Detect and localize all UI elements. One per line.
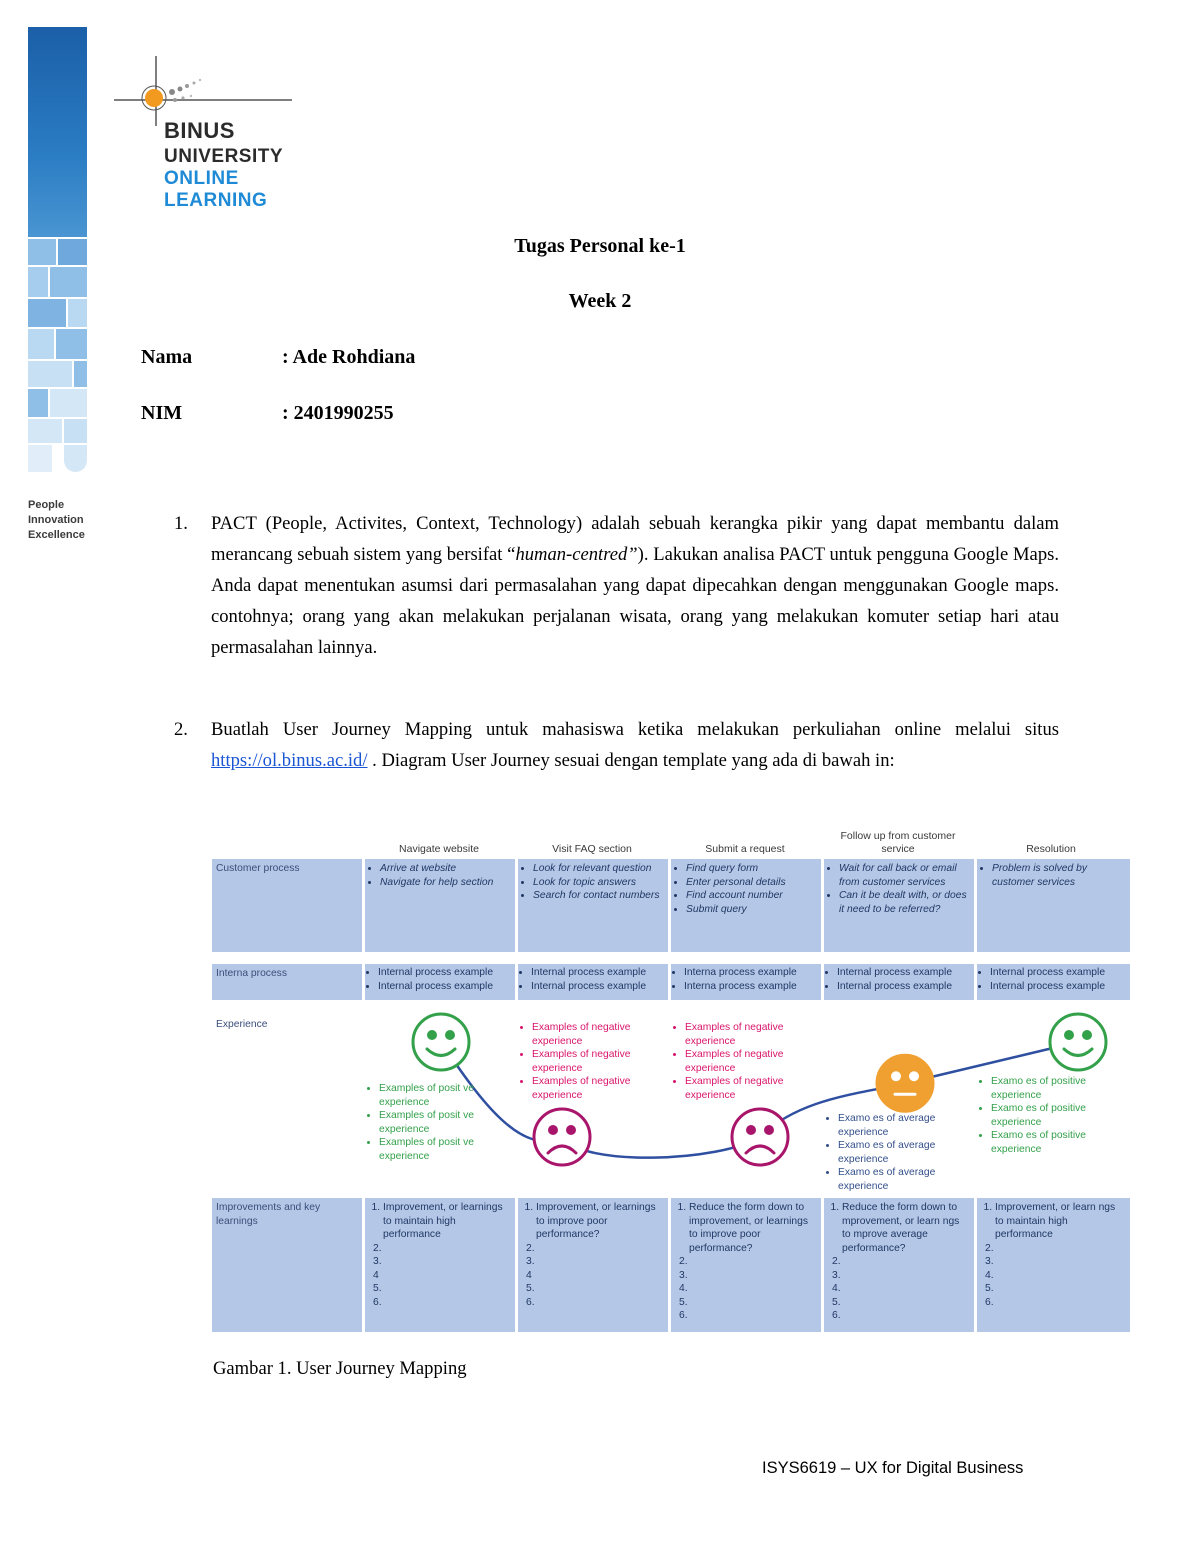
row-label-internal xyxy=(212,964,362,1000)
improve-num: 5. xyxy=(373,1283,382,1294)
improve-num: 5. xyxy=(679,1296,688,1308)
row-label-text: Customer process xyxy=(216,863,300,874)
improve-num: 4. xyxy=(679,1283,688,1294)
logo-text-binus: BINUS xyxy=(164,118,235,143)
sidebar-tile xyxy=(28,329,54,359)
question-1 xyxy=(174,508,1059,663)
question-number: 1. xyxy=(174,513,188,534)
experience-note: • Examo es of average experience xyxy=(838,1166,973,1193)
logo-text-university: UNIVERSITY xyxy=(164,146,284,167)
nim-value: : 2401990255 xyxy=(282,402,394,424)
experience-notes xyxy=(521,1021,667,1102)
customer-cell xyxy=(824,859,974,952)
improve-num: 5. xyxy=(985,1283,994,1294)
internal-cell xyxy=(824,964,974,1000)
improve-num: 2. xyxy=(373,1242,382,1254)
experience-note: • Examples of negative experience xyxy=(532,1075,667,1102)
name-label: Nama xyxy=(141,346,193,368)
sidebar-tile xyxy=(56,329,87,359)
customer-step: • Search for contact numbers xyxy=(533,889,664,903)
question-text: PACT (People, Activites, Context, Technology) adalah sebuah kerangka pikir yang dapat membantu dalam merancang sebuah sistem yang bersifat “ xyxy=(211,513,1059,565)
improve-num: 3. xyxy=(679,1269,688,1281)
improve-num: 2. xyxy=(985,1242,994,1254)
face-eye xyxy=(566,1125,576,1135)
sidebar-tile xyxy=(28,389,48,417)
internal-cell xyxy=(977,964,1130,1000)
improve-num: 4 xyxy=(373,1269,379,1281)
sidebar-tile xyxy=(28,361,72,387)
customer-cell xyxy=(671,859,821,952)
face-average-icon xyxy=(877,1055,933,1111)
improve-num: 3. xyxy=(832,1269,841,1281)
page-footer: ISYS6619 – UX for Digital Business xyxy=(762,1459,1024,1477)
experience-note: • Examo es of positive experience xyxy=(991,1102,1126,1129)
internal-step: • Internal process example xyxy=(990,980,1128,994)
customer-step: • Arrive at website xyxy=(380,862,511,876)
experience-note: • Examples of negative experience xyxy=(532,1048,667,1075)
experience-note: • Examples of negative experience xyxy=(532,1021,667,1048)
experience-note: • Examo es of average experience xyxy=(838,1112,973,1139)
customer-step: • Wait for call back or email from customer services xyxy=(839,862,970,889)
name-value: : Ade Rohdiana xyxy=(282,346,416,368)
internal-step: • Internal process example xyxy=(531,980,666,994)
tagline-line: People xyxy=(28,499,65,511)
face-outline xyxy=(1050,1014,1106,1070)
internal-step: • Interna process example xyxy=(684,966,819,980)
improve-num: 6. xyxy=(526,1296,535,1308)
improve-first: 1. Reduce the form down to improvement, or learnings to improve poor performance? xyxy=(689,1201,817,1255)
tagline-line: Excellence xyxy=(28,529,85,541)
question-2 xyxy=(174,714,1059,776)
improve-num: 2. xyxy=(526,1242,535,1254)
row-label-improve xyxy=(212,1198,362,1332)
sidebar-tile xyxy=(28,445,52,472)
face-negative-icon xyxy=(732,1109,788,1165)
improve-cell xyxy=(977,1198,1130,1332)
improve-num: 3. xyxy=(526,1256,535,1267)
improve-num: 3. xyxy=(985,1256,994,1267)
question-text: Buatlah User Journey Mapping untuk mahasiswa ketika melakukan perkuliahan online melalui situs xyxy=(211,719,1059,740)
customer-step: • Enter personal details xyxy=(686,876,817,890)
row-label-text: Improvements and key learnings xyxy=(216,1202,321,1227)
experience-note: • Examples of posit ve experience xyxy=(379,1109,514,1136)
internal-step: • Internal process example xyxy=(837,980,972,994)
improve-num: 4 xyxy=(526,1269,532,1281)
internal-step: • Internal process example xyxy=(378,980,513,994)
internal-step: • Internal process example xyxy=(531,966,666,980)
customer-step: • Find account number xyxy=(686,889,817,903)
experience-note: • Examo es of positive experience xyxy=(991,1129,1126,1156)
experience-notes xyxy=(368,1082,514,1163)
improve-first: 1. Improvement, or learn ngs to maintain high performance xyxy=(995,1201,1126,1242)
nim-label: NIM xyxy=(141,402,183,424)
customer-step: • Look for topic answers xyxy=(533,876,664,890)
experience-notes xyxy=(674,1021,820,1102)
experience-notes xyxy=(827,1112,973,1193)
sidebar-bar xyxy=(28,27,87,237)
improve-num: 6. xyxy=(832,1310,841,1321)
face-outline xyxy=(732,1109,788,1165)
sidebar-tile xyxy=(64,445,87,472)
improve-num: 3. xyxy=(373,1256,382,1267)
internal-cell xyxy=(365,964,515,1000)
row-label-customer xyxy=(212,859,362,952)
customer-cell xyxy=(977,859,1130,952)
improve-cell xyxy=(365,1198,515,1332)
improve-num: 2. xyxy=(832,1256,841,1267)
face-outline xyxy=(877,1055,933,1111)
internal-step: • Internal process example xyxy=(378,966,513,980)
improve-num: 4. xyxy=(832,1283,841,1294)
face-eye xyxy=(746,1125,756,1135)
question-number: 2. xyxy=(174,719,188,740)
face-positive-icon xyxy=(1050,1014,1106,1070)
stage-header: Follow up from customer service xyxy=(840,830,956,855)
customer-step: • Find query form xyxy=(686,862,817,876)
question-text: . Diagram User Journey sesuai dengan template yang ada di bawah in: xyxy=(367,750,895,771)
improve-num: 5. xyxy=(526,1283,535,1294)
customer-step: • Can it be dealt with, or does it need to be referred? xyxy=(839,889,970,916)
sidebar-tile xyxy=(64,419,87,443)
experience-note: • Examples of negative experience xyxy=(685,1021,820,1048)
experience-note: • Examo es of positive experience xyxy=(991,1075,1126,1102)
doc-title: Tugas Personal ke-1 xyxy=(514,235,686,257)
nim-field xyxy=(141,402,394,425)
figure-caption: Gambar 1. User Journey Mapping xyxy=(213,1358,467,1379)
question-text: ). Lakukan analisa PACT untuk pengguna Google Maps. Anda dapat menentukan asumsi dari permasalahan yang dapat dipecahkan dengan menggunakan Google maps. contohnya; orang yang akan melakukan perjalanan wisata, orang yang melakukan komuter setiap hari atau permasalahan lainnya. xyxy=(211,544,1059,658)
face-outline xyxy=(413,1014,469,1070)
improve-num: 4. xyxy=(985,1269,994,1281)
question-emphasis: human-centred” xyxy=(515,544,638,565)
sidebar-tile xyxy=(50,389,87,417)
improve-num: 6. xyxy=(373,1296,382,1308)
doc-week: Week 2 xyxy=(568,290,632,312)
improve-num: 2. xyxy=(679,1256,688,1267)
face-eye xyxy=(445,1030,455,1040)
customer-cell xyxy=(518,859,668,952)
face-eye xyxy=(909,1071,919,1081)
customer-step: • Problem is solved by customer services xyxy=(992,862,1126,889)
sidebar-tile xyxy=(74,361,87,387)
improve-num: 5. xyxy=(832,1296,841,1308)
internal-step: • Internal process example xyxy=(990,966,1128,980)
customer-cell xyxy=(365,859,515,952)
experience-notes xyxy=(980,1075,1126,1156)
experience-note: • Examo es of average experience xyxy=(838,1139,973,1166)
customer-step: • Submit query xyxy=(686,903,817,917)
improve-cell xyxy=(518,1198,668,1332)
experience-note: • Examples of negative experience xyxy=(685,1048,820,1075)
face-eye xyxy=(548,1125,558,1135)
improve-cell xyxy=(671,1198,821,1332)
question-body xyxy=(211,508,1059,663)
customer-step: • Navigate for help section xyxy=(380,876,511,890)
name-field xyxy=(141,346,415,369)
face-eye xyxy=(764,1125,774,1135)
stage-header: Resolution xyxy=(1026,843,1076,855)
improve-num: 6. xyxy=(679,1310,688,1321)
logo-text-learning: LEARNING xyxy=(164,190,268,211)
internal-cell xyxy=(518,964,668,1000)
improve-first: 1. Improvement, or learnings to improve poor performance? xyxy=(536,1201,664,1242)
experience-note: • Examples of negative experience xyxy=(685,1075,820,1102)
row-label-experience: Experience xyxy=(216,1019,268,1030)
face-eye xyxy=(891,1071,901,1081)
question-body xyxy=(211,714,1059,776)
improve-first: 1. Reduce the form down to mprovement, or learn ngs to mprove average performance? xyxy=(842,1201,970,1255)
tagline xyxy=(28,498,85,543)
stage-header: Visit FAQ section xyxy=(552,843,632,855)
user-journey-map xyxy=(212,822,1130,1334)
experience-note: • Examples of posit ve experience xyxy=(379,1082,514,1109)
binus-link[interactable]: https://ol.binus.ac.id/ xyxy=(211,750,368,771)
internal-step: • Internal process example xyxy=(837,966,972,980)
face-negative-icon xyxy=(534,1109,590,1165)
improve-num: 6. xyxy=(985,1296,994,1308)
face-positive-icon xyxy=(413,1014,469,1070)
tagline-line: Innovation xyxy=(28,514,84,526)
sidebar-tile xyxy=(28,419,62,443)
internal-cell xyxy=(671,964,821,1000)
face-outline xyxy=(534,1109,590,1165)
improve-cell xyxy=(824,1198,974,1332)
improve-first: 1. Improvement, or learnings to maintain high performance xyxy=(383,1201,511,1242)
internal-step: • Interna process example xyxy=(684,980,819,994)
face-eye xyxy=(1082,1030,1092,1040)
stage-header: Navigate website xyxy=(399,843,479,855)
face-eye xyxy=(427,1030,437,1040)
customer-step: • Look for relevant question xyxy=(533,862,664,876)
experience-note: • Examples of posit ve experience xyxy=(379,1136,514,1163)
row-label-text: Interna process xyxy=(216,968,287,979)
face-eye xyxy=(1064,1030,1074,1040)
stage-header: Submit a request xyxy=(705,843,785,855)
logo-text-online: ONLINE xyxy=(164,168,239,189)
